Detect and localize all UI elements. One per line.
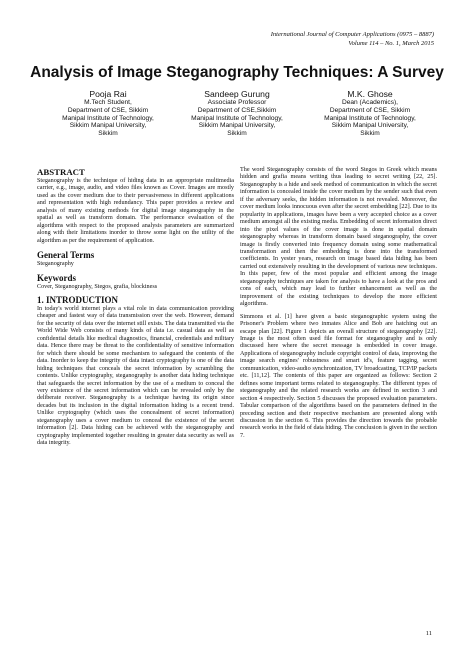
author-affiliation: Manipal Institute of Technology,	[191, 114, 283, 122]
general-terms-text: Steganography	[37, 261, 74, 268]
author-block-2	[174, 89, 300, 138]
keywords-heading: Keywords	[37, 272, 76, 283]
author-affiliation: Sikkim Manipal University,	[198, 122, 276, 130]
keywords-text: Cover, Steganography, Stegos, grafia, blockiness	[37, 283, 158, 290]
general-terms-heading: General Terms	[37, 250, 95, 261]
journal-name: International Journal of Computer Applications (0975 – 8887)	[270, 31, 434, 38]
paper-title: Analysis of Image Steganography Techniques: A Survey	[30, 64, 444, 81]
author-affiliation: M.Tech Student,	[84, 99, 132, 106]
author-affiliation: Manipal Institute of Technology,	[324, 114, 416, 122]
abstract-heading: ABSTRACT	[37, 167, 85, 177]
author-affiliation: Department of CSE,Sikkim	[197, 106, 277, 114]
body-paragraph: Simmons et al. [1] have given a basic steganographic system using the Prisoner's Problem where two inmates Alice and Bob are hatching out an escape plan [22]. Figure 1 depicts an overall structure of steganography [22]. Image is the most often used file format for steganography and is only discussed here where the secret message is embedded in cover image. Applications of steganography include copyright control of data, improving the image search engines' robustness and smart id's, feature tagging, secret communication, video-audio synchronization, TV broadcasting, TCP/IP packets etc. [11,12]. The contents of this paper are organized as follows: Section 2 defines some important terms related to steganography. The different types of steganography and the related research works are defined in section 3 and section 4 respectively. Section 5 discusses the proposed evaluation parameters. Tabular comparison of the algorithms based on the parameters defined in the preceding section and their respective mechanism are presented along with discussion in the section 6. This provides the direction towards the probable research works in the field of data hiding. The conclusion is given in the section 7.	[240, 313, 437, 439]
journal-header	[134, 30, 434, 48]
body-paragraph: The word Steganography consists of the word Stegos in Greek which means hidden and grafia means writing thus leading to secret writing [22, 25]. Steganography is a hide and seek method of communication in which the secret information is concealed inside the cover medium by the sender such that even if the adversary seeks, the hidden information is not revealed. Moreover, the cover medium looks innocuous even after the secret embedding [22]. Due to its popularity in applications, images have been a very accepted choice as a cover medium amongst all the existing media. Embedding of secret information direct into the pixel values of the cover image is done in spatial domain steganography whereas in transform domain based steganography, the cover image is firstly converted into frequency domain using some mathematical transformation and then the embedding is done into the transformed coefficients. In yester years, research on image based data hiding has been carried out extensively resulting in the development of various new techniques. In this paper, few of the most popular and efficient among the image steganography techniques are taken for analysis to have a look at the pros and cons of each, which may lead to further enhancement as well as the improvement of the existing techniques to develop the more efficient algorithms.	[240, 167, 437, 308]
author-block-3	[307, 89, 433, 138]
author-affiliation: Department of CSE, Sikkim	[329, 106, 411, 114]
author-affiliation: Sikkim	[360, 130, 380, 138]
right-column	[240, 167, 437, 445]
author-affiliation: Sikkim	[98, 130, 118, 138]
author-name: Sandeep Gurung	[204, 89, 270, 99]
left-column	[37, 167, 234, 453]
journal-volume: Volume 114 – No. 1, March 2015	[348, 40, 434, 47]
author-affiliation: Manipal Institute of Technology,	[62, 114, 154, 122]
abstract-text: Steganography is the technique of hiding data in an appropriate multimedia carrier, e.g., image, audio, and video files known as Cover. Images are mostly used as the cover medium due to their pervasiveness in different applications and representation with high redundancy. This paper provides a review and analysis of many existing methods for digital image steganography in the spatial as well as transform domain. The performance evaluation of the algorithms with respect to the proposed analysis parameters are summarized along with their limitations inorder to throw some light on the utility of the algorithm as per the requirement of application.	[37, 178, 234, 244]
introduction-text: In today's world internet plays a vital role in data communication providing cheaper and fastest way of data transmission over the web. However, demand for the security of data over the internet still exists. The data transmitted via the World Wide Web consists of many kinds of data i.e. casual data as well as confidential details like medical diagnostics, financial, credentials and military data. Hence there may be threat to the confidentiality of sensitive information for which there should be some mechanism to safeguard the contents of the data. Inorder to keep the integrity of data intact cryptography is one of the data hiding techniques that conceals the secret information by scrambling the contents. Unlike cryptography, steganography is another data hiding technique that safeguards the secret information by the use of a medium to conceal the very existence of the secret information which can be revealed only by the deliberate receiver. Steganography is a technique having its origin since decades but its inclusion in the digital information hiding is a recent trend. Unlike cryptography (which uses the concealment of secret information) steganography uses a cover medium to conceal the existence of the secret information [2]. Data hiding can be achieved with the steganography and cryptography implemented together resulting in greater data security as well as data integrity.	[37, 305, 234, 447]
author-affiliation: Sikkim Manipal University,	[331, 122, 409, 130]
author-affiliation: Dean (Academics),	[341, 99, 399, 106]
page-number: 11	[425, 630, 432, 637]
introduction-heading: 1. INTRODUCTION	[37, 294, 119, 305]
author-name: M.K. Ghose	[347, 89, 393, 99]
author-block-1	[45, 89, 171, 138]
author-affiliation: Sikkim Manipal University,	[69, 122, 147, 130]
author-affiliation: Department of CSE, Sikkim	[67, 106, 149, 114]
author-name: Pooja Rai	[89, 89, 127, 99]
author-affiliation: Sikkim	[227, 130, 247, 138]
author-affiliation: Associate Professor	[207, 99, 267, 106]
